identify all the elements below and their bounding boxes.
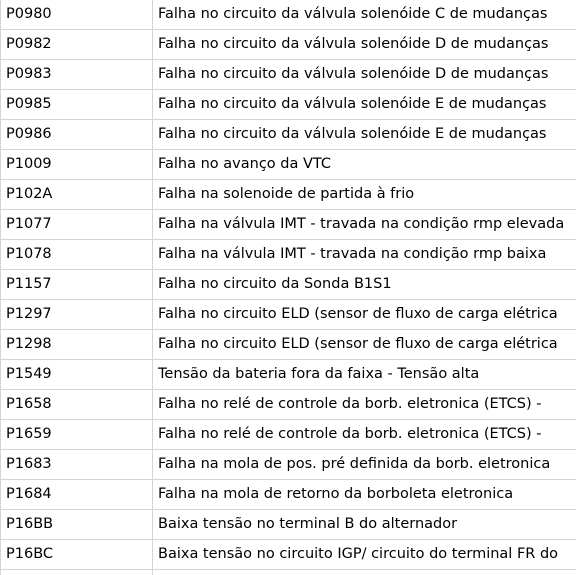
code-cell[interactable]: P16BC: [1, 540, 153, 570]
table-row: [1, 480, 576, 510]
table-row: [1, 120, 576, 150]
code-cell[interactable]: P1009: [1, 150, 153, 180]
code-cell[interactable]: P0985: [1, 90, 153, 120]
description-cell[interactable]: Falha no circuito da válvula solenóide E de mudanças: [153, 90, 576, 120]
table-row: [1, 390, 576, 420]
table-row: [1, 150, 576, 180]
code-cell[interactable]: [1, 570, 153, 575]
table-row: [1, 330, 576, 360]
code-cell[interactable]: P0983: [1, 60, 153, 90]
table-row: [1, 570, 576, 575]
code-cell[interactable]: P0982: [1, 30, 153, 60]
code-cell[interactable]: P1684: [1, 480, 153, 510]
table-row: [1, 210, 576, 240]
description-cell[interactable]: Tensão da bateria fora da faixa - Tensão alta: [153, 360, 576, 390]
code-cell[interactable]: P102A: [1, 180, 153, 210]
description-cell[interactable]: Falha na mola de retorno da borboleta eletronica: [153, 480, 576, 510]
table-row: [1, 300, 576, 330]
code-cell[interactable]: P1298: [1, 330, 153, 360]
description-cell[interactable]: Falha no circuito da válvula solenóide E de mudanças: [153, 120, 576, 150]
code-cell[interactable]: P0980: [1, 0, 153, 30]
description-cell[interactable]: [153, 570, 576, 575]
code-cell[interactable]: P1683: [1, 450, 153, 480]
code-cell[interactable]: P1549: [1, 360, 153, 390]
table-row: [1, 540, 576, 570]
description-cell[interactable]: Falha na válvula IMT - travada na condição rmp baixa: [153, 240, 576, 270]
code-cell[interactable]: P1659: [1, 420, 153, 450]
code-cell[interactable]: P0986: [1, 120, 153, 150]
description-cell[interactable]: Falha na solenoide de partida à frio: [153, 180, 576, 210]
table-row: [1, 180, 576, 210]
description-cell[interactable]: Falha no avanço da VTC: [153, 150, 576, 180]
table-row: [1, 360, 576, 390]
table-row: [1, 450, 576, 480]
description-cell[interactable]: Falha no circuito ELD (sensor de fluxo de carga elétrica: [153, 330, 576, 360]
table-row: [1, 60, 576, 90]
description-cell[interactable]: Falha no relé de controle da borb. eletronica (ETCS) -: [153, 390, 576, 420]
table-row: [1, 0, 576, 30]
description-cell[interactable]: Baixa tensão no terminal B do alternador: [153, 510, 576, 540]
code-cell[interactable]: P16BB: [1, 510, 153, 540]
table-row: [1, 30, 576, 60]
table-row: [1, 510, 576, 540]
code-cell[interactable]: P1077: [1, 210, 153, 240]
code-cell[interactable]: P1297: [1, 300, 153, 330]
description-cell[interactable]: Falha no circuito ELD (sensor de fluxo de carga elétrica: [153, 300, 576, 330]
description-cell[interactable]: Falha na válvula IMT - travada na condição rmp elevada: [153, 210, 576, 240]
description-cell[interactable]: Falha no circuito da válvula solenóide D de mudanças: [153, 60, 576, 90]
description-cell[interactable]: Falha no circuito da válvula solenóide C de mudanças: [153, 0, 576, 30]
description-cell[interactable]: Falha no circuito da válvula solenóide D de mudanças: [153, 30, 576, 60]
table-row: [1, 90, 576, 120]
code-cell[interactable]: P1078: [1, 240, 153, 270]
table-row: [1, 270, 576, 300]
description-cell[interactable]: Falha no relé de controle da borb. eletronica (ETCS) -: [153, 420, 576, 450]
code-cell[interactable]: P1658: [1, 390, 153, 420]
table-row: [1, 240, 576, 270]
code-cell[interactable]: P1157: [1, 270, 153, 300]
description-cell[interactable]: Falha no circuito da Sonda B1S1: [153, 270, 576, 300]
table-row: [1, 420, 576, 450]
description-cell[interactable]: Falha na mola de pos. pré definida da borb. eletronica: [153, 450, 576, 480]
description-cell[interactable]: Baixa tensão no circuito IGP/ circuito do terminal FR do: [153, 540, 576, 570]
